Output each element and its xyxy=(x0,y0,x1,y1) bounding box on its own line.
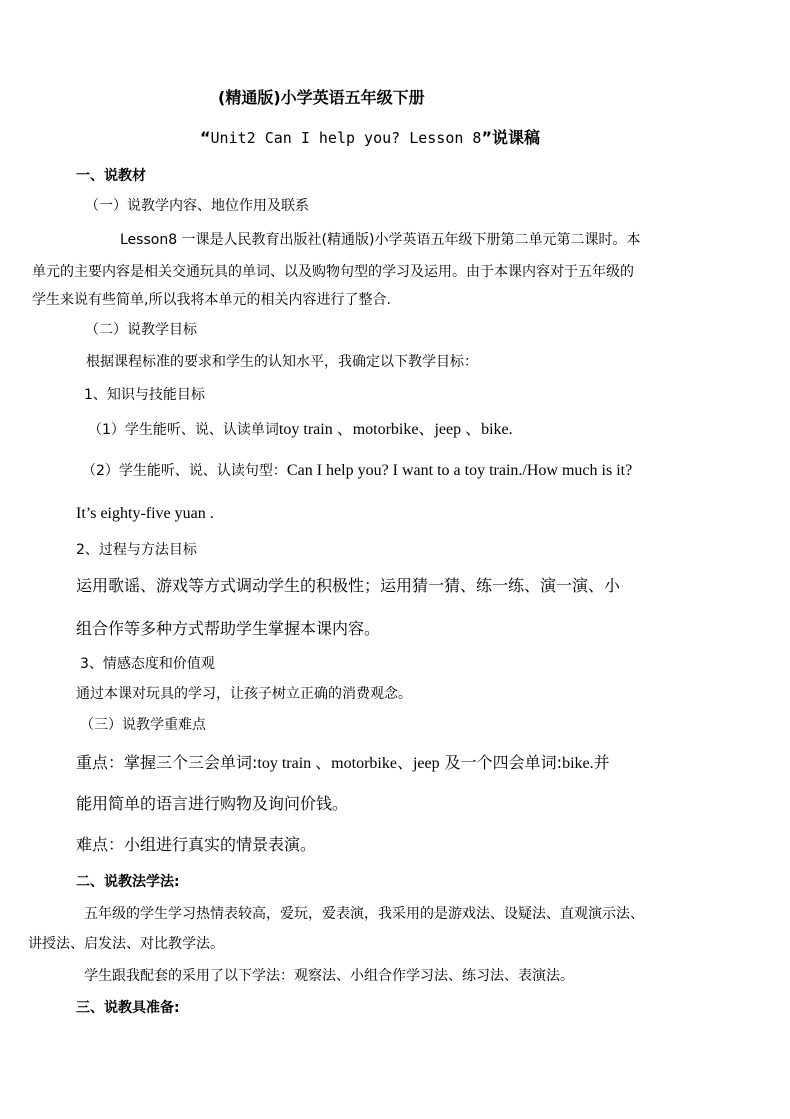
key-point-middle: 及一个四会单词: xyxy=(439,753,563,772)
paragraph-line: Lesson8 一课是人民教育出版社(精通版)小学英语五年级下册第二单元第二课时。本 xyxy=(120,232,641,248)
subtitle-close-quote: ” xyxy=(481,128,492,147)
goal-item-sentences-list: Can I help you? I want to a toy train./How much is it? xyxy=(286,462,633,479)
key-point-word4: bike. xyxy=(562,755,594,772)
difficulty-line: 难点：小组进行真实的情景表演。 xyxy=(76,835,317,854)
goal-attitude-line: 通过本课对玩具的学习，让孩子树立正确的消费观念。 xyxy=(76,686,412,702)
key-point-words: toy train 、motorbike、jeep xyxy=(257,755,440,772)
section-heading-aids: 三、说教具准备: xyxy=(76,1000,180,1016)
methods-line: 讲授法、启发法、对比教学法。 xyxy=(28,936,224,952)
paragraph-line: 学生来说有些简单,所以我将本单元的相关内容进行了整合. xyxy=(32,292,391,308)
goal-process-heading: 2、过程与方法目标 xyxy=(76,542,197,558)
goal-knowledge-heading: 1、知识与技能目标 xyxy=(84,387,205,403)
goal-process-line: 运用歌谣、游戏等方式调动学生的积极性；运用猜一猜、练一练、演一演、小 xyxy=(76,576,621,595)
goal-item-words xyxy=(88,420,513,440)
document-subtitle xyxy=(200,128,540,148)
goal-item-sentences-label: （2）学生能听、说、认读句型： xyxy=(82,463,287,479)
key-point-label: 重点：掌握三个三会单词: xyxy=(76,753,258,772)
methods-line: 五年级的学生学习热情表较高，爱玩，爱表演，我采用的是游戏法、设疑法、直观演示法、 xyxy=(84,906,644,922)
section-heading-materials: 一、说教材 xyxy=(76,168,146,184)
goals-intro: 根据课程标准的要求和学生的认知水平，我确定以下教学目标： xyxy=(86,354,478,370)
subtitle-open-quote: “ xyxy=(200,128,211,147)
key-point-end: 并 xyxy=(593,753,610,772)
goal-item-words-label: （1）学生能听、说、认读单词 xyxy=(88,422,279,438)
key-point-line xyxy=(76,752,610,775)
subheading-goals: （二）说教学目标 xyxy=(85,322,197,338)
key-point-line: 能用简单的语言进行购物及询问价钱。 xyxy=(76,794,349,813)
paragraph-line: 单元的主要内容是相关交通玩具的单词、以及购物句型的学习及运用。由于本课内容对于五年级的 xyxy=(32,264,634,280)
section-heading-methods: 二、说教法学法: xyxy=(76,874,180,890)
goal-attitude-heading: 3、情感态度和价值观 xyxy=(80,656,215,672)
goal-item-words-list: toy train 、motorbike、jeep 、bike. xyxy=(278,421,513,438)
subheading-key-points: （三）说教学重难点 xyxy=(80,717,206,733)
goal-process-line: 组合作等多种方式帮助学生掌握本课内容。 xyxy=(76,619,381,638)
subtitle-suffix: 说课稿 xyxy=(491,128,540,147)
document-title: (精通版)小学英语五年级下册 xyxy=(218,88,425,107)
subheading-content: （一）说教学内容、地位作用及联系 xyxy=(85,198,309,214)
goal-item-sentences-continued: It’s eighty-five yuan . xyxy=(76,505,214,522)
methods-line: 学生跟我配套的采用了以下学法：观察法、小组合作学习法、练习法、表演法。 xyxy=(84,968,574,984)
subtitle-lesson-name: Unit2 Can I help you? Lesson 8 xyxy=(210,129,482,147)
goal-item-sentences xyxy=(82,461,632,481)
